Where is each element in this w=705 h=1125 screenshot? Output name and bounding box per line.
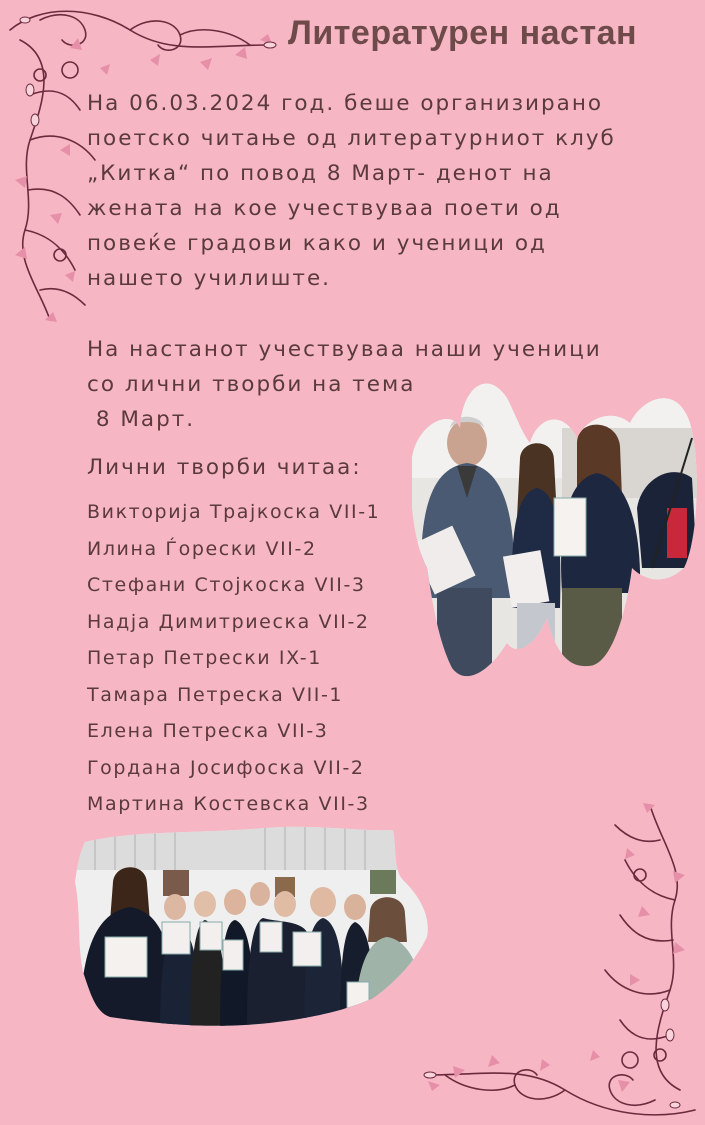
reader-item: Тамара Петреска VII-1 <box>87 683 344 706</box>
readers-list <box>87 494 380 823</box>
reader-item: Стефани Стојкоска VII-3 <box>87 574 366 596</box>
paragraph-line: На настанот учествуваа наши ученици <box>87 337 602 362</box>
event-photo-student-group <box>75 822 433 1028</box>
reader-item: Илина Ѓорески VII-2 <box>87 537 317 560</box>
event-photo-poet-with-students <box>412 368 697 683</box>
reader-item: Гордана Јосифоска VII-2 <box>87 756 365 779</box>
paragraph-line: „Китка“ по повод 8 Март- денот на <box>87 161 554 186</box>
paragraph-line: 8 Март. <box>87 407 196 432</box>
page-title: Литературен настан <box>288 14 638 52</box>
paragraph-line: со лични творби на тема <box>87 372 416 397</box>
paragraph-line: поетско читање од литературниот клуб <box>87 126 616 151</box>
reader-item: Викторија Трајкоска VII-1 <box>87 501 381 523</box>
reader-item: Петар Петрески IX-1 <box>87 647 322 669</box>
reader-item: Надја Димитриеска VII-2 <box>87 610 370 633</box>
paragraph-line: жената на кое учествуваа поети од <box>87 196 562 221</box>
readers-heading: Лични творби читаа: <box>87 455 362 480</box>
floral-vine-bottom-right-ornament <box>415 790 705 1125</box>
paragraph-line: нашето училиште. <box>87 266 332 291</box>
paragraph-line: повеќе градови како и ученици од <box>87 231 547 256</box>
paragraph-line: На 06.03.2024 год. беше организирано <box>87 91 604 116</box>
reader-item: Мартина Костевска VII-3 <box>87 793 370 815</box>
reader-item: Елена Петреска VII-3 <box>87 720 329 742</box>
intro-paragraph <box>87 86 616 296</box>
